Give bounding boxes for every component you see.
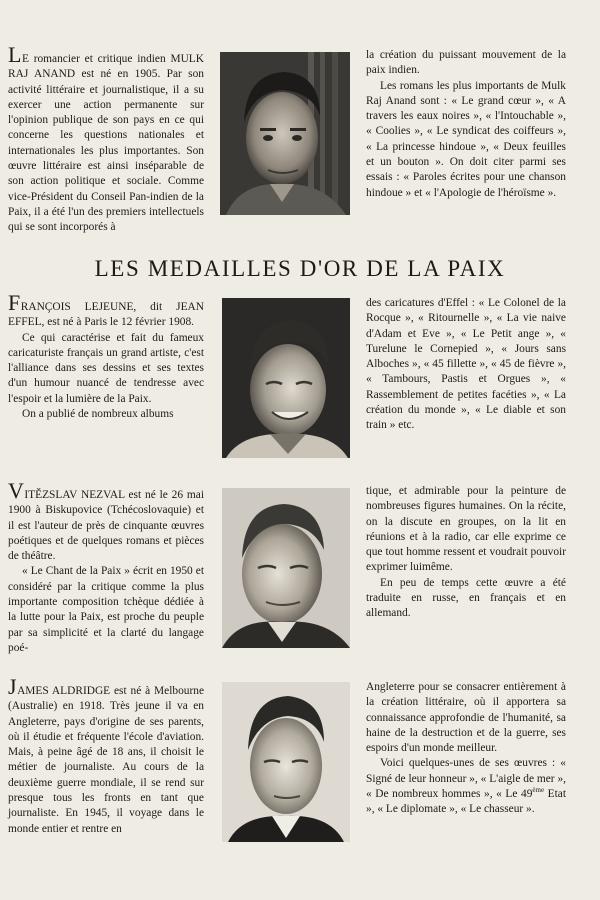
anand-photo (220, 52, 350, 215)
aldridge-dropcap: J (8, 674, 18, 699)
effel-right-column (366, 296, 566, 434)
aldridge-right-column (366, 680, 566, 818)
nezval-right-column (366, 484, 566, 622)
aldridge-left-column (8, 674, 204, 837)
anand-right-p1: la création du puissant mouvement de la paix indien. (366, 49, 566, 77)
anand-intro-text: E romancier et critique indien MULK RAJ ANAND est né en 1905. Par son activité littéraire et journalistique, il a su exercer une action permanente sur l'opinion publique de son pays en ce qui concerne les questions nationales et internationales les plus importantes. Son œuvre littéraire est ainsi inséparable de son action politique et sociale. Comme vice-Président du Conseil Pan-indien de la Paix, il a été l'un des premiers intellectuels qui se sont incorporés à (8, 53, 204, 234)
nezval-p2: « Le Chant de la Paix » écrit en 1950 et considéré par la critique comme la plus importante composition tchèque dédiée à la lutte pour la Paix, est proche du peuple par sa simplicité et la clarté du langage poé- (8, 565, 204, 654)
effel-p2: Ce qui caractérise et fait du fameux caricaturiste français un grand artiste, c'est l'alliance dans ses dessins et ses textes d'un humour nuancé de tendresse avec l'espoir et la lumière de la Paix. (8, 331, 204, 405)
effel-left-column (8, 290, 204, 422)
anand-dropcap: L (8, 42, 22, 67)
effel-right-p1: des caricatures d'Effel : « Le Colonel de la Rocque », « Ritournelle », « La vie naive d'Adam et Eve », « Le Petit ange », « Turelune le Cornepied », « Jours sans Alboches », « 45 fillette », « 45 de fièvre », « Tambours, Pastis et Orgues », « Rassemblement de petites facéties », « La création du monde », « Le diable et son train » etc. (366, 297, 566, 432)
effel-name-text: RANÇOIS LEJEUNE, dit JEAN EFFEL, est né à Paris le 12 février 1908. (8, 301, 204, 329)
aldridge-right-p2-b: Etat », « Le diplomate », « Le chasseur ». (366, 788, 566, 816)
anand-right-column (366, 48, 566, 201)
aldridge-photo (222, 682, 350, 842)
effel-portrait-image (222, 298, 350, 458)
aldridge-right-p2-sup: ème (532, 786, 545, 795)
aldridge-name-text: AMES ALDRIDGE est né à Melbourne (Australie) en 1918. Très jeune il va en Angleterre, pays d'origine de ses parents, où il étudie et fréquente l'école d'aviation. Mais, à peine âgé de 18 ans, il choisit le métier de journaliste. Au cours de la deuxième guerre mondiale, il se rend sur presque tous les fronts en tant que journaliste. En 1945, il voyage dans le monde entier et rentre en (8, 685, 204, 835)
aldridge-right-p2 (366, 756, 566, 817)
aldridge-right-p2-a: Voici quelques-unes de ses œuvres : « Signé de leur honneur », « L'aigle de mer », « De nombreux hommes », « Le 49 (366, 757, 566, 801)
section-title: LES MEDAILLES D'OR DE LA PAIX (94, 256, 506, 281)
nezval-left-column (8, 478, 204, 656)
nezval-right-p1: tique, et admirable pour la peinture de nombreuses figures humaines. On la récite, on la discute en groupes, on la lit en réunions et à la radio, car elle exprime ce que tout homme ressent et voudrait pouvoir exprimer luimême. (366, 485, 566, 574)
anand-portrait-image (220, 52, 350, 215)
effel-photo (222, 298, 350, 458)
aldridge-right-p1: Angleterre pour se consacrer entièrement à la création littéraire, où il apportera sa connaissance approfondie de l'humanité, sa haine de la destruction et de la guerre, ses espoirs d'un monde meilleur. (366, 681, 566, 755)
anand-intro (8, 42, 204, 236)
aldridge-portrait-image (222, 682, 350, 842)
nezval-right-p2: En peu de temps cette œuvre a été traduite en russe, en français et en allemand. (366, 576, 566, 620)
nezval-photo (222, 488, 350, 648)
anand-right-p2: Les romans les plus importants de Mulk Raj Anand sont : « Le grand cœur », « A travers les eaux noires », « l'Intouchable », « Coolies », « Le syndicat des coiffeurs », « La princesse hindoue », « Deux feuilles et un bouton ». On doit citer parmi ses essais : « Paroles écrites pour une chanson hindoue » et « l'Apologie de l'héroïsme ». (366, 79, 566, 199)
effel-p3: On a publié de nombreux albums (22, 408, 174, 421)
nezval-portrait-image (222, 488, 350, 648)
nezval-dropcap: V (8, 478, 25, 503)
nezval-name-text: ITĚZSLAV NEZVAL est né le 26 mai 1900 à Biskupovice (Tchécoslovaquie) et il est l'auteur de près de cinquante œuvres poétiques et de quelques romans et pièces de théâtre. (8, 489, 204, 563)
effel-dropcap: F (8, 290, 21, 315)
